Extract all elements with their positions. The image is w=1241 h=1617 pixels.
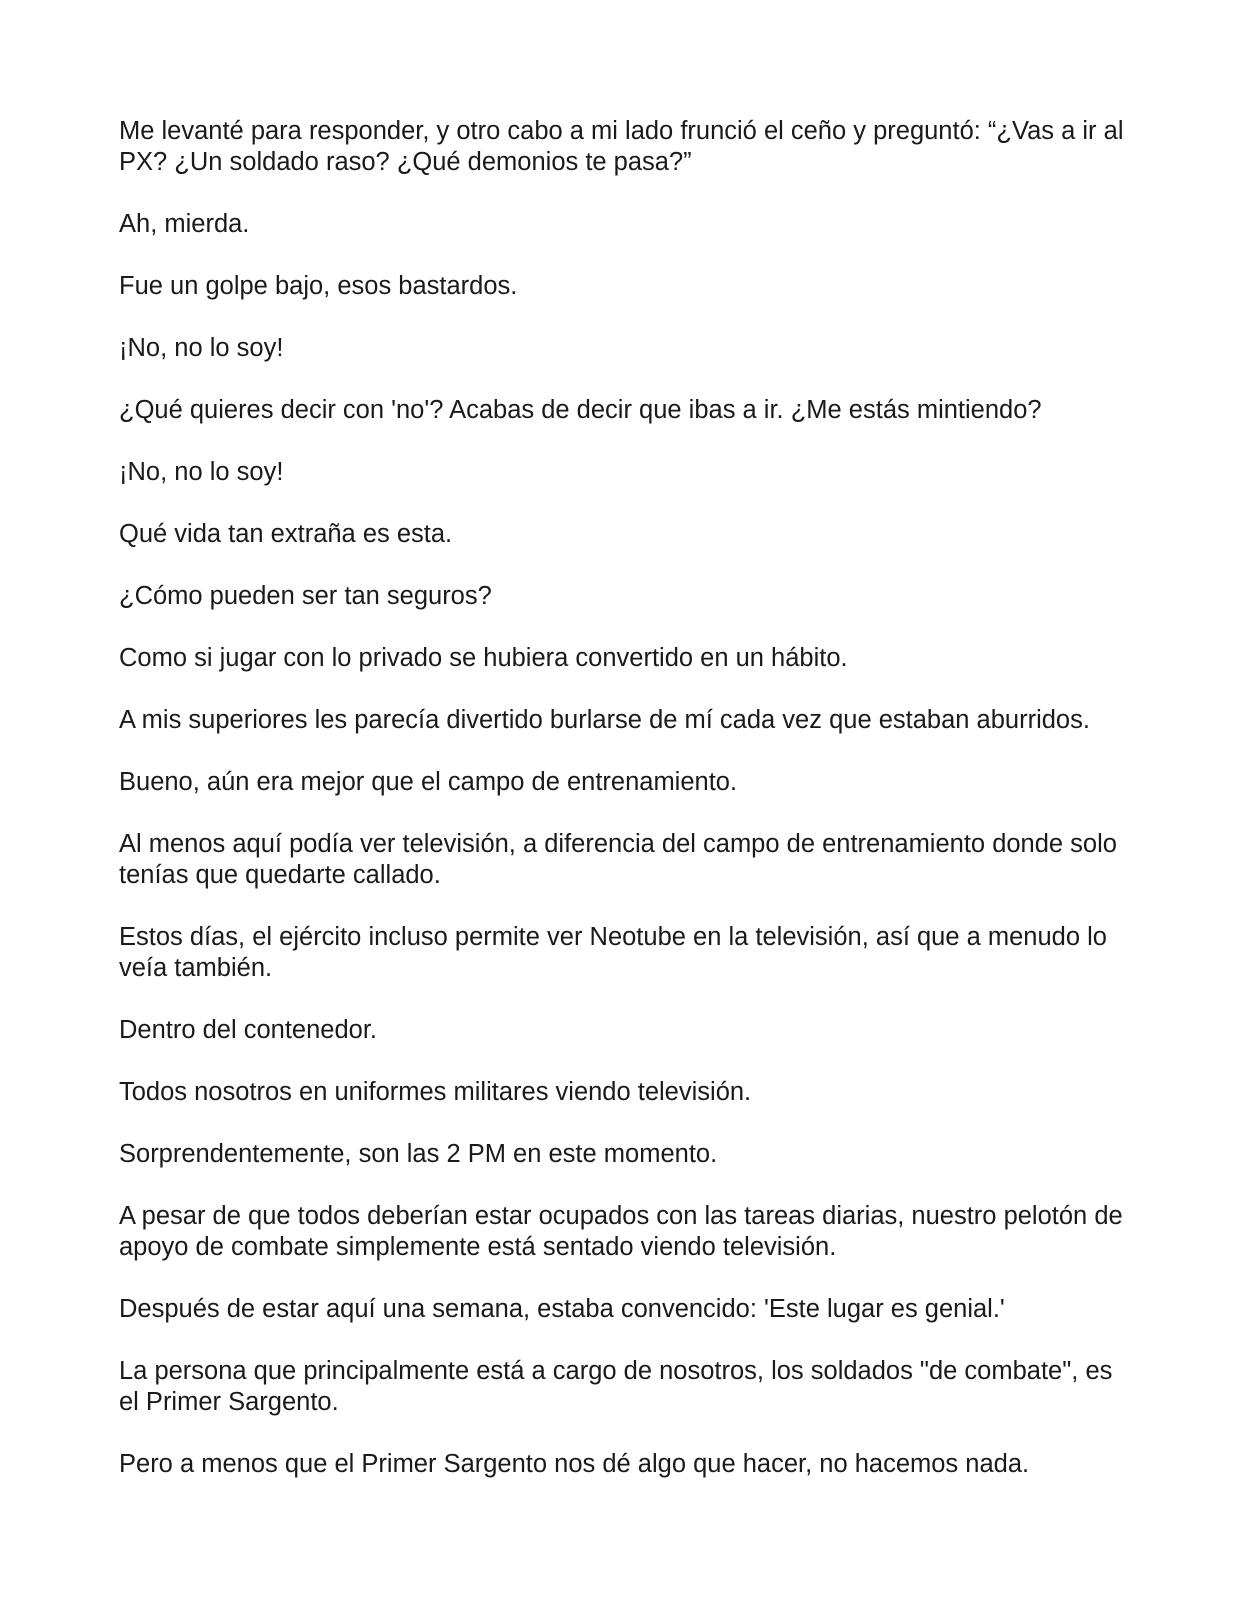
- paragraph: ¡No, no lo soy!: [119, 458, 284, 486]
- paragraph: Bueno, aún era mejor que el campo de entrenamiento.: [119, 768, 738, 796]
- paragraph: ¿Cómo pueden ser tan seguros?: [119, 582, 492, 610]
- paragraph: Dentro del contenedor.: [119, 1016, 378, 1044]
- paragraph: Qué vida tan extraña es esta.: [119, 520, 453, 548]
- paragraph: Como si jugar con lo privado se hubiera convertido en un hábito.: [119, 644, 848, 672]
- paragraph: ¿Qué quieres decir con 'no'? Acabas de decir que ibas a ir. ¿Me estás mintiendo?: [119, 396, 1042, 424]
- paragraph: Sorprendentemente, son las 2 PM en este momento.: [119, 1140, 718, 1168]
- paragraph: Pero a menos que el Primer Sargento nos dé algo que hacer, no hacemos nada.: [119, 1450, 1030, 1478]
- paragraph: A mis superiores les parecía divertido burlarse de mí cada vez que estaban aburridos.: [119, 706, 1090, 734]
- paragraph: La persona que principalmente está a cargo de nosotros, los soldados "de combate", es el Primer Sargento.: [119, 1357, 1113, 1416]
- paragraph: Después de estar aquí una semana, estaba convencido: 'Este lugar es genial.': [119, 1295, 1005, 1323]
- paragraph: Al menos aquí podía ver televisión, a diferencia del campo de entrenamiento donde solo tenías que quedarte callado.: [119, 830, 1117, 889]
- paragraph: Me levanté para responder, y otro cabo a mi lado frunció el ceño y preguntó: “¿Vas a ir al PX? ¿Un soldado raso? ¿Qué demonios te pasa?”: [119, 117, 1124, 176]
- paragraph: Estos días, el ejército incluso permite ver Neotube en la televisión, así que a menudo lo veía también.: [119, 923, 1107, 982]
- document-body: [119, 116, 1129, 1511]
- paragraph: ¡No, no lo soy!: [119, 334, 284, 362]
- paragraph: Fue un golpe bajo, esos bastardos.: [119, 272, 518, 300]
- paragraph: Todos nosotros en uniformes militares viendo televisión.: [119, 1078, 752, 1106]
- paragraph: Ah, mierda.: [119, 210, 250, 238]
- paragraph: A pesar de que todos deberían estar ocupados con las tareas diarias, nuestro pelotón de apoyo de combate simplemente está sentado viendo televisión.: [119, 1202, 1123, 1261]
